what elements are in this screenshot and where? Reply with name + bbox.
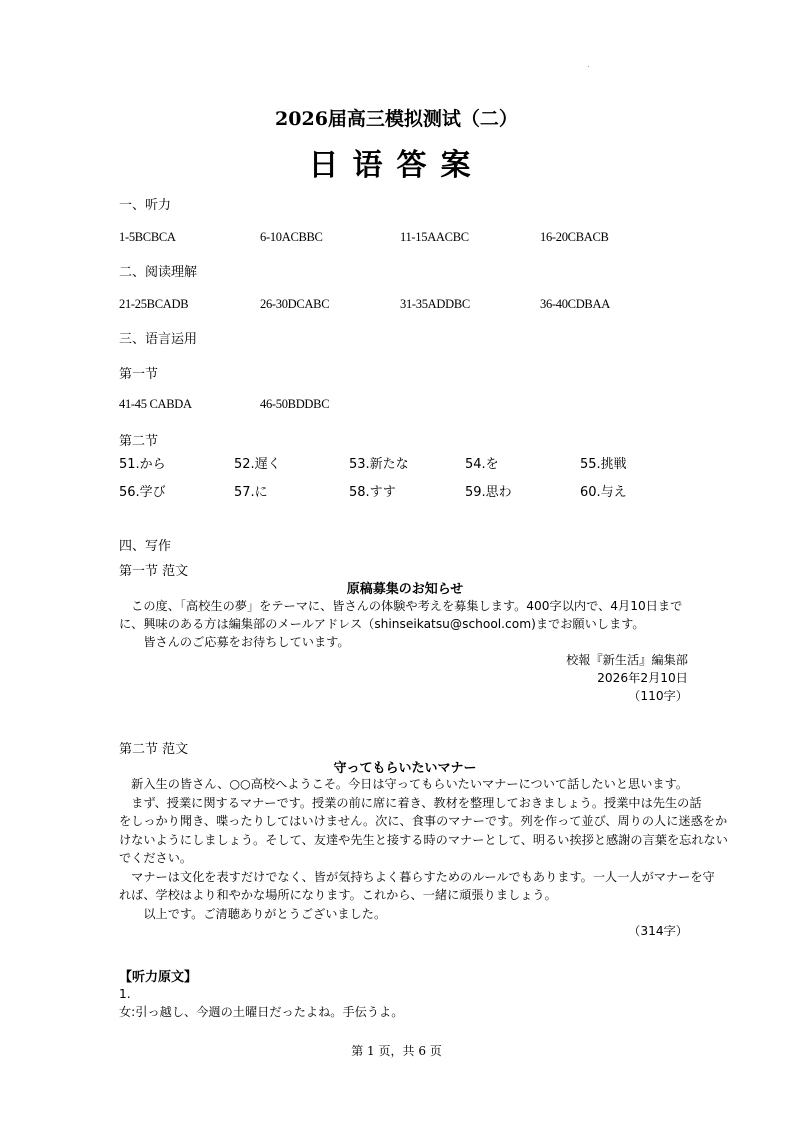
essay2-line: 新入生の皆さん、○○高校へようこそ。今日は守ってもらいたいマナーについて話したいと思います。: [119, 777, 688, 791]
essay1-signature: 校報『新生活』編集部: [566, 653, 688, 667]
transcript-heading: 【听力原文】: [119, 970, 198, 985]
essay2-title: 守ってもらいたいマナー: [333, 761, 477, 776]
reading-heading: 二、阅读理解: [119, 265, 198, 280]
answer-group: 31-35ADDBC: [400, 297, 470, 311]
fill-answer: 57.に: [234, 485, 268, 500]
exam-title: 2026届高三模拟测试（二）: [275, 108, 518, 130]
answer-group: 11-15AACBC: [400, 230, 469, 244]
essay2-line: けないようにしましょう。そして、友達や先生と接する時のマナーとして、明るい挨拶と感謝の言葉を忘れない: [119, 833, 728, 847]
language-heading: 三、语言运用: [119, 332, 198, 347]
part2-heading: 第二节: [119, 434, 159, 449]
fill-answer: 60.与え: [580, 485, 627, 500]
essay2-heading: 第二节 范文: [119, 742, 189, 757]
essay2-line: でください。: [119, 851, 193, 865]
essay2-line: をしっかり聞き、喋ったりしてはいけません。次に、食事のマナーです。列を作って並び、周りの人に迷惑をか: [119, 814, 728, 828]
essay2-line: 以上です。ご清聴ありがとうございました。: [119, 907, 387, 921]
fill-answer: 51.から: [119, 457, 166, 472]
transcript-line: 女:引っ越し、今週の土曜日だったよね。手伝うよ。: [119, 1005, 404, 1019]
fill-answer: 56.学び: [119, 485, 166, 500]
essay2-count: （314字）: [628, 924, 688, 938]
fill-answer: 52.遅く: [234, 457, 281, 472]
listening-heading: 一、听力: [119, 198, 172, 213]
essay2-line: れば、学校はより和やかな場所になります。これから、一緒に頑張りましょう。: [119, 888, 557, 902]
fill-answer: 54.を: [465, 457, 499, 472]
transcript-item-number: 1.: [119, 987, 131, 1001]
answer-group: 1-5BCBCA: [119, 230, 176, 244]
fill-answer: 59.思わ: [465, 485, 512, 500]
fill-answer: 53.新たな: [349, 457, 409, 472]
essay1-heading: 第一节 范文: [119, 564, 189, 579]
answer-group: 41-45 CABDA: [119, 397, 192, 411]
fill-answer: 55.挑戦: [580, 457, 627, 472]
essay1-line: この度、「高校生の夢」をテーマに、皆さんの体験や考えを募集します。400字以内で、4月10日まで: [119, 599, 683, 613]
page-number: 第 1 页，共 6 页: [351, 1044, 442, 1058]
answer-group: 6-10ACBBC: [260, 230, 323, 244]
answer-group: 36-40CDBAA: [540, 297, 610, 311]
answer-group: 16-20CBACB: [540, 230, 609, 244]
essay2-line: マナーは文化を表すだけでなく、皆が気持ちよく暮らすためのルールでもあります。一人一人がマナーを守: [119, 870, 715, 884]
essay2-line: まず、授業に関するマナーです。授業の前に席に着き、教材を整理しておきましょう。授業中は先生の話: [119, 796, 702, 810]
scan-dot: [588, 66, 589, 67]
essay1-count: （110字）: [628, 689, 688, 703]
essay1-line: に、興味のある方は編集部のメールアドレス（shinseikatsu@school.com)までお願いします。: [119, 617, 645, 631]
answer-group: 26-30DCABC: [260, 297, 330, 311]
subject-title: 日语答案: [308, 148, 485, 183]
part1-heading: 第一节: [119, 367, 159, 382]
answer-group: 21-25BCADB: [119, 297, 189, 311]
essay1-date: 2026年2月10日: [597, 671, 688, 685]
essay1-line: 皆さんのご応募をお待ちしています。: [119, 635, 350, 649]
answer-group: 46-50BDDBC: [260, 397, 330, 411]
essay1-title: 原稿募集のお知らせ: [346, 582, 464, 597]
fill-answer: 58.すす: [349, 485, 396, 500]
writing-heading: 四、写作: [119, 539, 172, 554]
